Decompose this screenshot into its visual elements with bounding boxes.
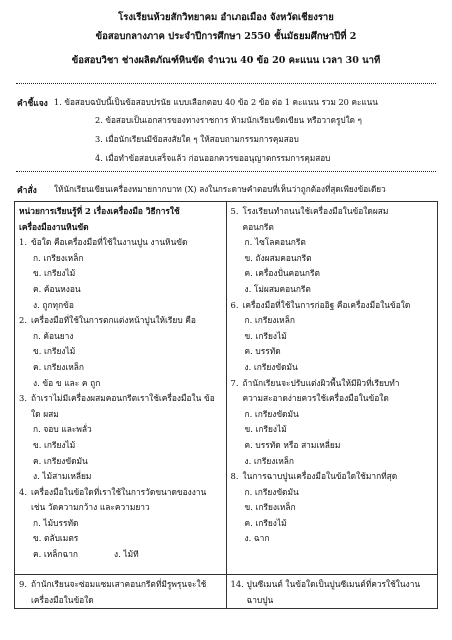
answer-option: ก. ไม้บรรทัด (33, 517, 79, 528)
question-table (14, 201, 438, 609)
right-column-bottom (226, 575, 438, 609)
answer-option: ง. ไม้สามเหลี่ยม (33, 471, 92, 482)
answer-option: ง. เกรียงขัดมัน (244, 361, 298, 372)
question-text: ถ้านักเรียนจะซ่อมแซมเสาคอนกรีตที่มีรูพรุนจะใช้ (31, 579, 207, 589)
question-number: 14. (230, 579, 244, 589)
answer-option: ง. ถูกทุกข้อ (33, 299, 74, 310)
answer-option-row (19, 547, 222, 563)
question-text: เครื่องมือในข้อใดที่เราใช้ในการวัดขนาดของงาน (31, 486, 207, 497)
answer-option: ค. เกรียงไม้ (244, 517, 287, 528)
answer-option: ค. เหล็กฉาก (33, 549, 78, 560)
answer-option: ง. ข้อ ข และ ค ถูก (33, 377, 101, 388)
question-number: 6. (230, 299, 239, 310)
question (231, 469, 434, 485)
question (19, 391, 222, 422)
question-text: เช่น วัดความกว้าง และความยาว (31, 502, 150, 513)
question (19, 577, 222, 608)
dotted-divider (16, 171, 436, 172)
command-label: คำสั่ง (17, 186, 37, 196)
question-number: 4. (19, 486, 27, 497)
question-text: ปูนซีเมนต์ ในข้อใดเป็นปูนซีเมนต์ที่ควรใช้ในงาน (246, 579, 421, 589)
command-text: ให้นักเรียนเขียนเครื่องหมายกากบาท (X) ลงในกระดาษคำตอบที่เห็นว่าถูกต้องที่สุดเพียงข้อเดียว (54, 184, 386, 194)
answer-option: ค. บรรทัด (244, 346, 281, 357)
left-column (15, 202, 227, 575)
answer-option: ง. ฉาก (244, 533, 270, 544)
question-number: 7. (230, 377, 239, 388)
exam-info: ข้อสอบกลางภาค ประจำปีการศึกษา 2550 ชั้นมัธยมศึกษาปีที่ 2 (95, 31, 357, 42)
subject-info: ข้อสอบวิชา ช่างผลิตภัณฑ์หินขัด จำนวน 40 ข้อ 20 คะแนน เวลา 30 นาที (71, 55, 381, 66)
answer-option: ค. เครื่องปั่นคอนกรีต (244, 268, 320, 279)
instruction-item: 3. เมื่อนักเรียนมีข้อสงสัยใด ๆ ให้สอบถามกรรมการคุมสอบ (95, 134, 299, 144)
instruction-item: 2. ข้อสอบเป็นเอกสารของทางราชการ ห้ามนักเรียนขีดเขียน หรือวาดรูปใด ๆ (95, 115, 362, 125)
answer-option: ข. เกรียงไม้ (244, 330, 287, 341)
answer-option: ง. โม่ผสมคอนกรีต (244, 283, 311, 294)
instruction-item: 4. เมื่อทำข้อสอบเสร็จแล้ว ก่อนออกควรขออนุญาตกรรมการคุมสอบ (95, 153, 331, 163)
left-column-bottom (15, 575, 227, 609)
answer-option: ข. เกรียงไม้ (244, 424, 287, 435)
instructions-label: คำชี้แจง (17, 99, 48, 109)
unit-heading: เครื่องมืองานหินขัด (19, 221, 89, 232)
unit-heading: หน่วยการเรียนรู้ที่ 2 เรื่องเครื่องมือ วิธีการใช้ (19, 206, 180, 216)
question-number: 8. (230, 471, 239, 482)
answer-option: ก. เกรียงเหล็ก (33, 252, 84, 263)
answer-option: ข. ตลับเมตร (33, 533, 79, 544)
question-text: เครื่องมือที่ใช้ในการตกแต่งหน้าปูนให้เรียบ คือ (31, 315, 196, 326)
question (19, 485, 222, 516)
question-number: 5. (230, 206, 239, 216)
answer-option: ข. เกรียงไม้ (33, 268, 76, 279)
question (19, 313, 222, 329)
question-number: 2. (19, 315, 27, 326)
answer-option: ข. เกรียงไม้ (33, 439, 76, 450)
answer-option: ค. บรรทัด หรือ สามเหลี่ยม (244, 439, 341, 450)
answer-option: ก. ค้อนยาง (33, 330, 74, 341)
answer-option: ก. เกรียงขัดมัน (244, 486, 299, 497)
question-text: ในการฉาบปูนเครื่องมือในข้อใดใช้มากที่สุด (242, 471, 398, 482)
answer-option: ก. เกรียงเหล็ก (244, 315, 295, 326)
answer-option: ก. เกรียงขัดมัน (244, 408, 299, 419)
question-text: คอนกรีต (242, 221, 274, 232)
answer-option: ข. ถังผสมคอนกรีต (244, 252, 312, 263)
right-column (226, 202, 438, 575)
question-text: ฉาบปูน (246, 594, 274, 605)
answer-option: ง. เกรียงเหล็ก (244, 455, 294, 466)
answer-option: ก. ไซโลคอนกรีต (244, 237, 306, 248)
question (231, 204, 434, 235)
question-text: โรงเรียนทำถนนใช้เครื่องมือในข้อใดผสม (242, 206, 389, 216)
question (231, 577, 434, 608)
instruction-item: 1. ข้อสอบฉบับนี้เป็นข้อสอบปรนัย แบบเลือกตอบ 40 ข้อ 2 ข้อ ต่อ 1 คะแนน รวม 20 คะแนน (54, 97, 378, 107)
question-text: เครื่องมือที่ใช้ในการก่ออิฐ คือเครื่องมือในข้อใด (242, 299, 411, 310)
answer-option: ค. เกรียงขัดมัน (33, 455, 88, 466)
question-text: ความสะอาดง่ายควรใช้เครื่องมือในข้อใด (242, 393, 389, 404)
answer-option: ค. ค้อนหงอน (33, 283, 81, 294)
question (19, 235, 222, 251)
question-text: ข้อใด คือเครื่องมือที่ใช้ในงานปูน งานหินขัด (31, 237, 188, 248)
question (231, 298, 434, 314)
answer-option: ค. เกรียงเหล็ก (33, 361, 84, 372)
question-text: ถ้านักเรียนจะปรับแต่งผิวพื้นให้มีผิวที่เรียบทำ (242, 377, 400, 388)
answer-option: ก. จอบ และพลั่ว (33, 424, 92, 435)
answer-option: ง. ไม้ที (114, 549, 139, 560)
question-number: 9. (19, 579, 27, 589)
answer-option: ข. เกรียงเหล็ก (244, 502, 296, 513)
question-text: ถ้าเราไม่มีเครื่องผสมคอนกรีตเราใช้เครื่องมือใน ข้อ (31, 393, 215, 404)
question (231, 376, 434, 407)
question-text: เครื่องมือในข้อใด (31, 594, 94, 605)
question-number: 3. (19, 393, 27, 404)
school-name: โรงเรียนห้วยสักวิทยาคม อำเภอเมือง จังหวัดเชียงราย (118, 12, 334, 23)
answer-option: ข. เกรียงไม้ (33, 346, 76, 357)
question-number: 1. (19, 237, 27, 248)
dotted-divider (16, 83, 436, 84)
question-text: ใด ผสม (31, 408, 59, 419)
